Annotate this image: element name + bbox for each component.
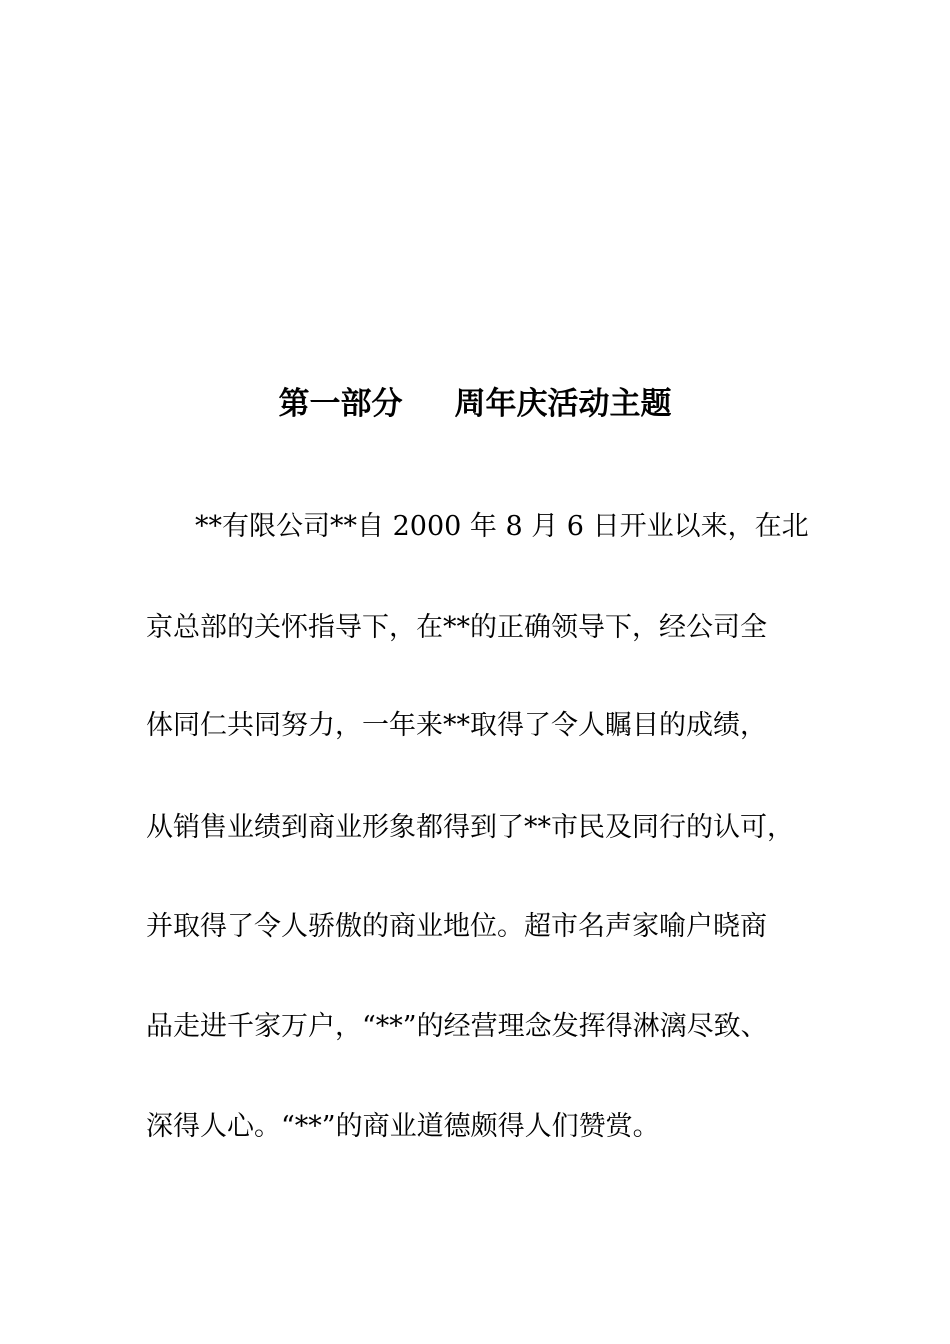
- paragraph-line: 京总部的关怀指导下，在**的正确领导下，经公司全: [146, 612, 767, 643]
- paragraph-line: 品走进千家万户，“**”的经营理念发挥得淋漓尽致、: [146, 1011, 768, 1042]
- paragraph-line: **有限公司**自 2000 年 8 月 6 日开业以来，在北: [195, 511, 809, 542]
- paragraph-line: 并取得了令人骄傲的商业地位。超市名声家喻户晓商: [146, 911, 767, 942]
- section-heading: [0, 378, 950, 423]
- paragraph-line: 从销售业绩到商业形象都得到了**市民及同行的认可，: [146, 812, 794, 843]
- paragraph-line: 体同仁共同努力，一年来**取得了令人瞩目的成绩，: [146, 710, 767, 741]
- paragraph-line: 深得人心。“**”的商业道德颇得人们赞赏。: [146, 1111, 660, 1142]
- heading-part: 第一部分: [278, 386, 403, 422]
- heading-title: 周年庆活动主题: [454, 386, 672, 422]
